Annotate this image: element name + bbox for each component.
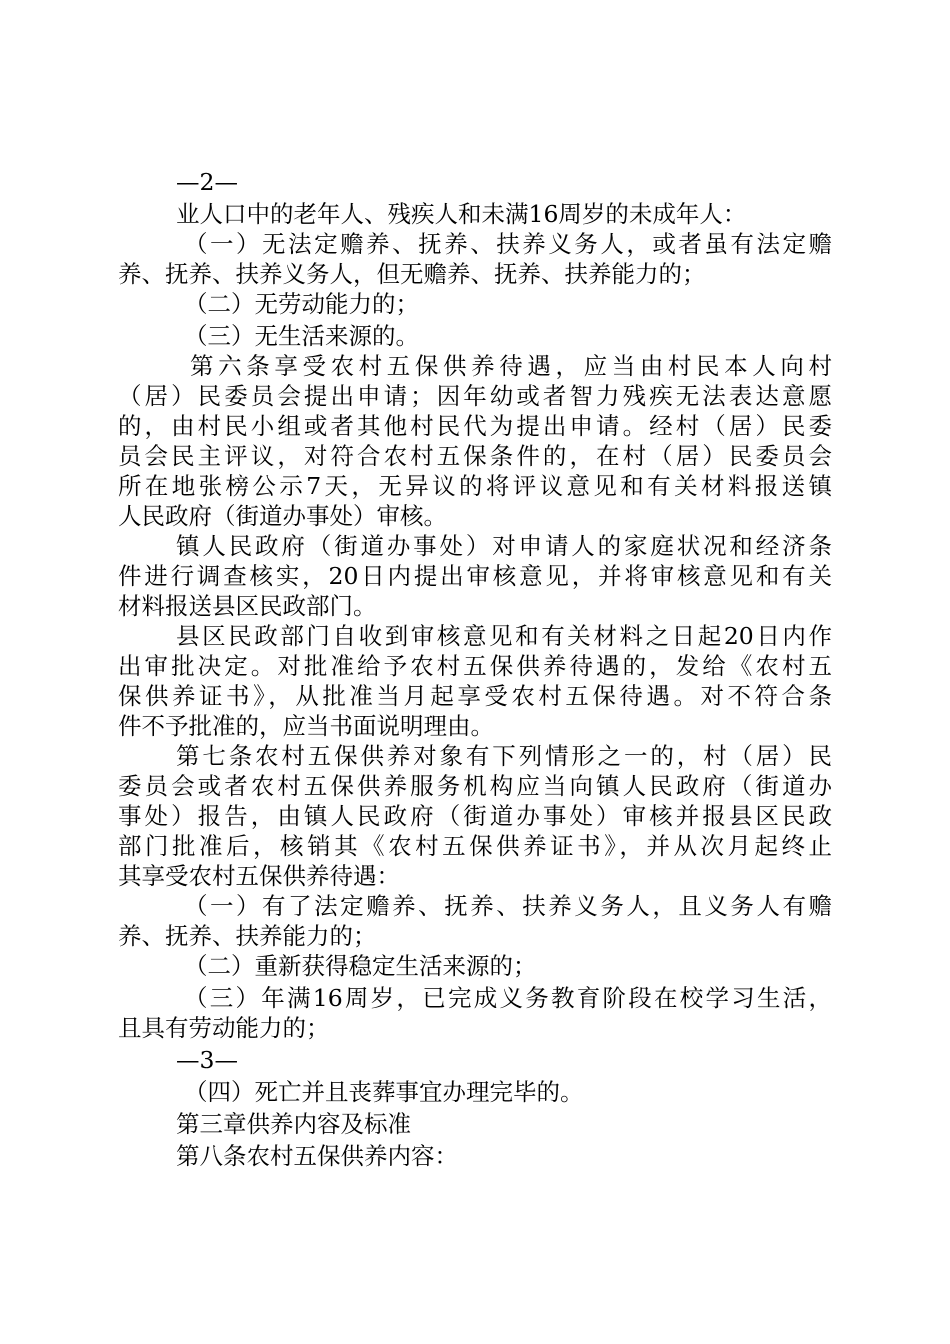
text-line: 事处）报告，由镇人民政府（街道办事处）审核并报县区民政 — [118, 802, 832, 830]
text-line: 件不予批准的，应当书面说明理由。 — [118, 712, 494, 740]
chapter-heading: 第三章供养内容及标准 — [176, 1110, 411, 1138]
text-line: 材料报送县区民政部门。 — [118, 592, 377, 620]
text-line: （居）民委员会提出申请；因年幼或者智力残疾无法表达意愿 — [118, 382, 832, 410]
text-line: 县区民政部门自收到审核意见和有关材料之日起20日内作 — [176, 622, 832, 650]
text-line: 人民政府（街道办事处）审核。 — [118, 502, 447, 530]
text-line: 镇人民政府（街道办事处）对申请人的家庭状况和经济条 — [176, 532, 832, 560]
text-line: （一）无法定赡养、抚养、扶养义务人，或者虽有法定赡 — [184, 230, 832, 258]
text-line: 养、抚养、扶养义务人，但无赡养、抚养、扶养能力的； — [118, 260, 706, 288]
text-line: 件进行调查核实，20日内提出审核意见，并将审核意见和有关 — [118, 562, 832, 590]
text-line: （四）死亡并且丧葬事宜办理完毕的。 — [184, 1078, 584, 1106]
page-number: —2— — [176, 168, 238, 196]
text-line: （二）重新获得稳定生活来源的； — [184, 952, 537, 980]
text-line: 出审批决定。对批准给予农村五保供养待遇的，发给《农村五 — [118, 652, 832, 680]
text-line: （三）无生活来源的。 — [184, 322, 419, 350]
text-line: 且具有劳动能力的； — [118, 1014, 330, 1042]
text-line: 的，由村民小组或者其他村民代为提出申请。经村（居）民委 — [118, 412, 832, 440]
text-line: 业人口中的老年人、残疾人和未满16周岁的未成年人： — [176, 200, 747, 228]
article-7-line: 第七条农村五保供养对象有下列情形之一的，村（居）民 — [176, 742, 832, 770]
text-line: 委员会或者农村五保供养服务机构应当向镇人民政府（街道办 — [118, 772, 832, 800]
page-number: —3— — [176, 1046, 238, 1074]
article-6-line: 第六条享受农村五保供养待遇，应当由村民本人向村 — [190, 352, 832, 380]
text-line: 员会民主评议，对符合农村五保条件的，在村（居）民委员会 — [118, 442, 832, 470]
text-line: 保供养证书》，从批准当月起享受农村五保待遇。对不符合条 — [118, 682, 832, 710]
text-line: （三）年满16周岁，已完成义务教育阶段在校学习生活， — [184, 984, 832, 1012]
text-line: 所在地张榜公示7天，无异议的将评议意见和有关材料报送镇 — [118, 472, 832, 500]
text-line: 部门批准后，核销其《农村五保供养证书》，并从次月起终止 — [118, 832, 832, 860]
text-line: （二）无劳动能力的； — [184, 290, 419, 318]
text-line: 养、抚养、扶养能力的； — [118, 922, 377, 950]
article-8-line: 第八条农村五保供养内容： — [176, 1142, 458, 1170]
text-line: （一）有了法定赡养、抚养、扶养义务人，且义务人有赡 — [184, 892, 832, 920]
text-line: 其享受农村五保供养待遇： — [118, 862, 400, 890]
